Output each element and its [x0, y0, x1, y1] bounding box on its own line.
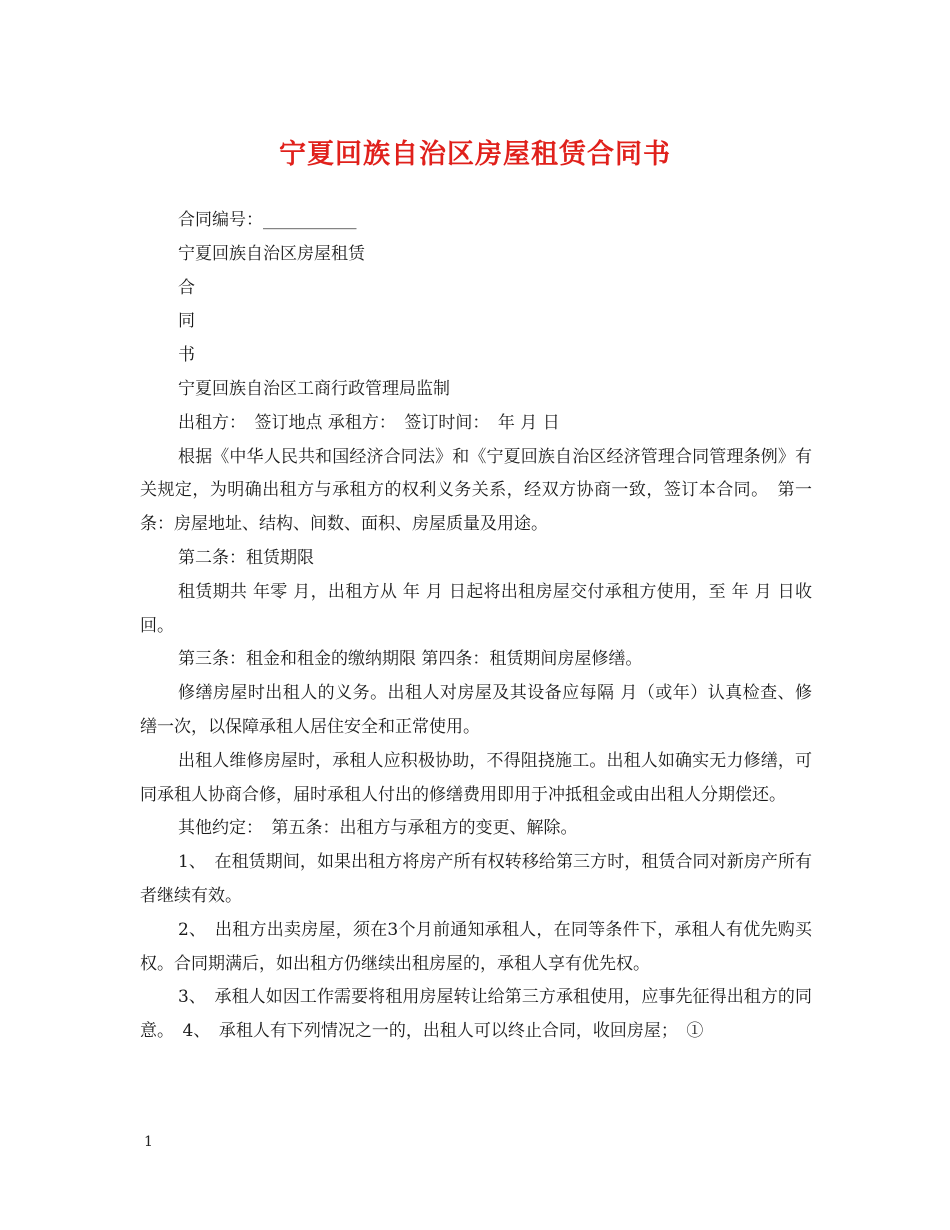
parties-line: 出租方： 签订地点 承租方： 签订时间： 年 月 日 [178, 412, 560, 433]
cover-title-char-shu: 书 [178, 345, 195, 366]
lease-term-paragraph: 租赁期共 年零 月，出租方从 年 月 日起将出租房屋交付承租方使用，至 年 月 日收回。 [140, 581, 812, 636]
clause-2-paragraph: 2、 出租方出卖房屋，须在3个月前通知承租人，在同等条件下，承租人有优先购买权。合同期满后，如出租方仍继续出租房屋的，承租人享有优先权。 [140, 919, 812, 974]
article-5-heading: 其他约定： 第五条：出租方与承租方的变更、解除。 [178, 818, 578, 839]
clause-1-paragraph: 1、 在租赁期间，如果出租方将房产所有权转移给第三方时，租赁合同对新房产所有者继续有效。 [140, 852, 812, 906]
cover-title-char-he: 合 [178, 277, 195, 298]
contract-number-line: 合同编号：___________ [178, 210, 357, 230]
supervisor-line: 宁夏回族自治区工商行政管理局监制 [178, 378, 450, 399]
clause-3-4-paragraph: 3、 承租人如因工作需要将租用房屋转让给第三方承租使用，应事先征得出租方的同意。 4、 承租人有下列情况之一的，出租人可以终止合同，收回房屋； ① [140, 987, 812, 1042]
repair-cooperation-paragraph: 出租人维修房屋时，承租人应积极协助，不得阻挠施工。出租人如确实无力修缮，可同承租人协商合修，届时承租人付出的修缮费用即用于冲抵租金或由出租人分期偿还。 [140, 750, 812, 805]
cover-title-char-tong: 同 [178, 311, 195, 332]
article-2-heading: 第二条：租赁期限 [178, 547, 314, 568]
page-number: 1 [144, 1134, 153, 1150]
document-title: 宁夏回族自治区房屋租赁合同书 [279, 139, 671, 170]
article-3-4-heading: 第三条：租金和租金的缴纳期限 第四条：租赁期间房屋修缮。 [178, 649, 643, 670]
preamble-paragraph: 根据《中华人民共和国经济合同法》和《宁夏回族自治区经济管理合同管理条例》有关规定，为明确出租方与承租方的权利义务关系，经双方协商一致，签订本合同。 第一条：房屋地址、结构、间数、面积、房屋质量及用途。 [140, 446, 812, 535]
repair-duty-paragraph: 修缮房屋时出租人的义务。出租人对房屋及其设备应每隔 月（或年）认真检查、修缮一次，以保障承租人居住安全和正常使用。 [140, 683, 812, 737]
cover-title-line: 宁夏回族自治区房屋租赁 [178, 243, 365, 264]
document-body [140, 204, 812, 1049]
